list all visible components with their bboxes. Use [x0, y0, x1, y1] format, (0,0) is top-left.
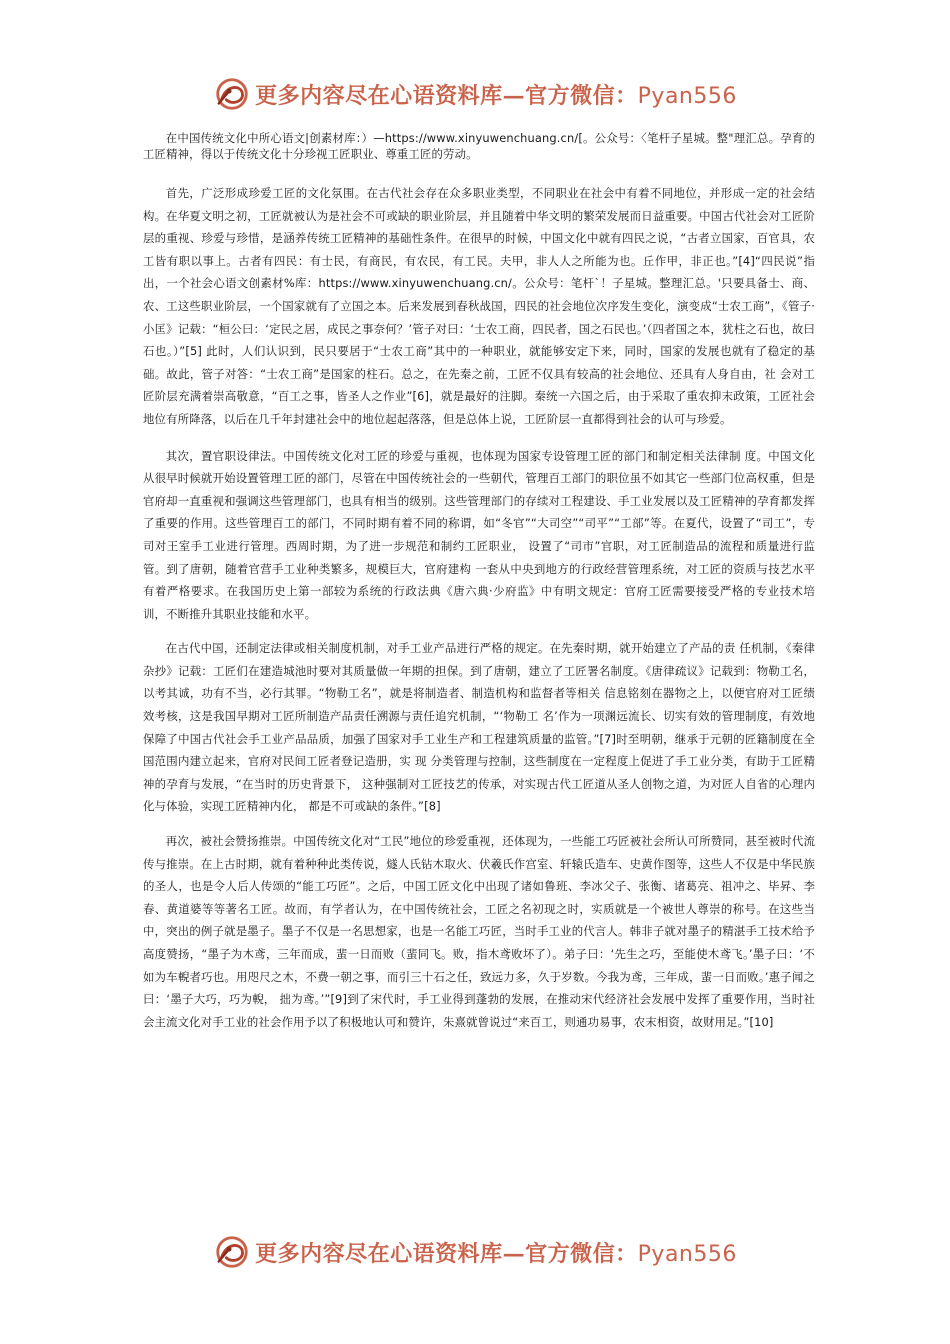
paragraph-social-praise: 再次，被社会赞扬推崇。中国传统文化对“工民”地位的珍爱重视，还体现为，一些能工巧匠被社会所认可所赞同，甚至被时代流传与推崇。在上古时期，就有着种种此类传说，燧人氏钻木取火、伏羲氏作宫室、轩辕氏造车、史黄作图等，这些人不仅是中华民族的圣人，也是令人后人传颂的“能工巧匠”。之后，中国工匠文化中出现了诸如鲁班、李冰父子、张衡、诸葛亮、祖冲之、毕昇、李春、黄道婆等等著名工匠。故而，有学者认为，在中国传统社会，工匠之名初现之时，实质就是一个被世人尊崇的称号。在这些当中，突出的例子就是墨子。墨子不仅是一名思想家，也是一名能工巧匠，当时手工业的代言人。韩非子就对墨子的精湛手工技术给予高度赞扬，“墨子为木鸢，三年而成，蜚一日而败（蜚同飞。败，指木鸢败坏了）。弟子曰：‘先生之巧，至能使木鸢飞。’墨子曰：‘不如为车輗者巧也。用咫尺之木，不费一朝之事，而引三十石之任，致远力多，久于岁数。今我为鸢，三年成，蜚一日而败。’惠子闻之曰：‘墨子大巧，巧为輗， 拙为鸢。’”[9]到了宋代时，手工业得到蓬勃的发展，在推动宋代经济社会发展中发挥了重要作用，当时社会主流文化对手工业的社会作用予以了积极地认可和赞许，朱熹就曾说过“来百工，则通功易事，农末相资，故财用足。”[10] — [143, 834, 815, 1029]
paragraph-cultural-atmosphere: 首先，广泛形成珍爱工匠的文化氛围。在古代社会存在众多职业类型，不同职业在社会中有着不同地位，并形成一定的社会结构。在华夏文明之初，工匠就被认为是社会不可或缺的职业阶层，并且随着中华文明的繁荣发展而日益重要。中国古代社会对工匠阶层的重视、珍爱与珍惜，是涵养传统工匠精神的基础性条件。在很早的时候，中国文化中就有四民之说，“古者立国家，百官具，农工皆有职以事上。古者有四民：有士民，有商民，有农民，有工民。夫甲，非人人之所能为也。丘作甲，非正也。”[4]“四民说”指出，一个社会心语文创素材%库：https://www.xinyuwenchuang.cn/。公众号：笔杆`！子星城。整理汇总。'只要具备士、商、农、工这些职业阶层，一个国家就有了立国之本。后来发展到春秋战国，四民的社会地位次序发生变化，演变成“士农工商”，《管子·小匡》记载：“桓公曰：‘定民之居，成民之事奈何？’管子对曰：‘士农工商，四民者，国之石民也。’（四者国之本，犹柱之石也，故曰石也。）”[5] 此时，人们认识到，民只要居于“士农工商”其中的一种职业，就能够安定下来，同时，国家的发展也就有了稳定的基础。故此，管子对答：“士农工商”是国家的柱石。总之，在先秦之前，工匠不仅具有较高的社会地位、还具有人身自由，社 会对工匠阶层充满着崇高敬意，“百工之事，皆圣人之作业”[6]，就是最好的注脚。秦统一六国之后，由于采取了重农抑末政策，工匠社会地位有所降落，以后在几千年封建社会中的地位起起落落，但是总体上说，工匠阶层一直都得到社会的认可与珍爱。 — [143, 186, 815, 426]
header-banner — [0, 74, 950, 114]
paragraph-intro: 在中国传统文化中所心语文|创素材库：）—https://www.xinyuwenchuang.cn/[。公众号：〈笔杆子星城。整"理汇总。孕育的工匠精神，得以于传统文化十分珍视工匠职业、尊重工匠的劳动。 — [143, 131, 815, 161]
paragraph-laws: 在古代中国，还制定法律或相关制度机制，对手工业产品进行严格的规定。在先秦时期，就开始建立了产品的责 任机制，《秦律杂抄》记载：工匠们在建造城池时要对其质量做一年期的担保。到了唐朝，建立了工匠署名制度。《唐律疏议》记载到：物勒工名，以考其诚，功有不当，必行其罪。“物勒工名”，就是将制造者、制造机构和监督者等相关 信息铭刻在器物之上，以便官府对工匠绩效考核，这是我国早期对工匠所制造产品责任溯源与责任追究机制，“‘物勒工 名’作为一项渊远流长、切实有效的管理制度，有效地保障了中国古代社会手工业产品品质，加强了国家对手工业生产和工程建筑质量的监管。”[7]时至明朝，继承于元朝的匠籍制度在全国范围内建立起来，官府对民间工匠者登记造册，实 现 分类管理与控制，这些制度在一定程度上促进了手工业分类，有助于工匠精神的孕育与发展，“在当时的历史背景下， 这种强制对工匠技艺的传承，对实现古代工匠道从圣人创物之道，为对匠人自省的心理内化与体验，实现工匠精神内化， 都是不可或缺的条件。”[8] — [143, 641, 815, 814]
paragraph-official-posts: 其次，置官职设律法。中国传统文化对工匠的珍爱与重视，也体现为国家专设管理工匠的部门和制定相关法律制 度。中国文化从很早时候就开始设置管理工匠的部门，尽管在中国传统社会的一些朝代，管理百工部门的职位虽不如其它一些部门位高权重，但是官府却一直重视和强调这些管理部门，也具有相当的级别。这些管理部门的存续对工程建设、手工业发展以及工匠精神的孕育都发挥了重要的作用。这些管理百工的部门，不同时期有着不同的称谓，如“冬官”“大司空”“司平”“工部”等。在夏代，设置了“司工”，专司对王室手工业进行管理。西周时期，为了进一步规范和制约工匠职业， 设置了“司市”官职，对工匠制造品的流程和质量进行监管。到了唐朝，随着官营手工业种类繁多，规模巨大，官府建构 一套从中央到地方的行政经营管理系统，对工匠的资质与技艺水平有着严格要求。在我国历史上第一部较为系统的行政法典《唐六典·少府监》中有明文规定：官府工匠需要接受严格的专业技术培训，不断推升其职业技能和水平。 — [143, 448, 815, 621]
red-swirl-logo-icon — [213, 1233, 251, 1271]
banner-text: 更多内容尽在心语资料库—官方微信：Pyan556 — [255, 1240, 737, 1267]
footer-banner — [0, 1232, 950, 1272]
banner-text: 更多内容尽在心语资料库—官方微信：Pyan556 — [255, 82, 737, 109]
document-body — [143, 130, 815, 1045]
red-swirl-logo-icon — [213, 75, 251, 113]
